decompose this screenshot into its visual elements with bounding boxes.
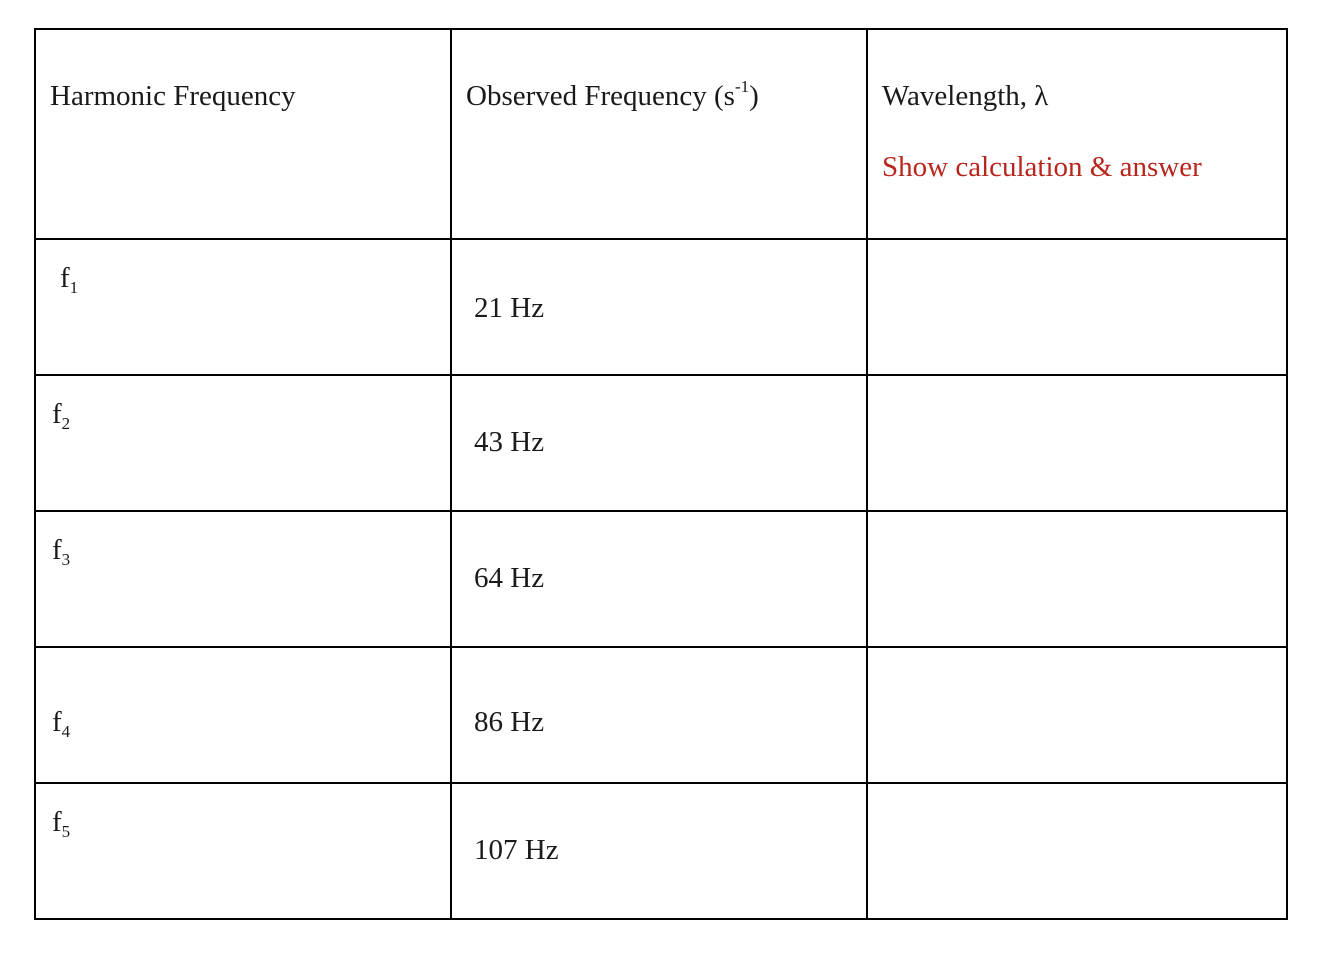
harmonic-cell <box>35 647 451 783</box>
header-row <box>35 29 1287 239</box>
observed-frequency-value: 21 Hz <box>474 292 545 324</box>
header-observed-close: ) <box>749 80 759 112</box>
table-row <box>35 783 1287 919</box>
observed-cell <box>451 783 867 919</box>
harmonic-label <box>36 648 450 741</box>
harmonic-cell <box>35 375 451 511</box>
table-row <box>35 647 1287 783</box>
harmonic-subscript: 2 <box>61 414 71 433</box>
harmonic-cell <box>35 511 451 647</box>
harmonic-subscript: 4 <box>61 722 71 741</box>
table-row <box>35 239 1287 375</box>
table-row <box>35 375 1287 511</box>
harmonic-symbol: f <box>52 398 62 430</box>
table-row <box>35 511 1287 647</box>
observed-frequency-value: 86 Hz <box>474 706 545 738</box>
wavelength-instruction: Show calculation & answer <box>882 151 1202 183</box>
wavelength-answer-cell[interactable] <box>867 647 1287 783</box>
observed-frequency-value: 64 Hz <box>474 562 545 594</box>
harmonic-label <box>36 784 450 841</box>
harmonic-symbol: f <box>52 706 62 738</box>
wavelength-answer-cell[interactable] <box>867 783 1287 919</box>
harmonic-subscript: 3 <box>61 550 71 569</box>
harmonic-label <box>36 240 450 297</box>
header-cell-observed <box>451 29 867 239</box>
observed-cell <box>451 511 867 647</box>
wavelength-answer-cell[interactable] <box>867 239 1287 375</box>
harmonic-subscript: 5 <box>61 822 71 841</box>
harmonic-cell <box>35 239 451 375</box>
observed-frequency-value: 107 Hz <box>474 834 559 866</box>
wavelength-answer-cell[interactable] <box>867 511 1287 647</box>
harmonic-cell <box>35 783 451 919</box>
harmonic-label <box>36 376 450 433</box>
header-observed-exponent: -1 <box>734 77 750 96</box>
harmonic-subscript: 1 <box>69 278 79 297</box>
header-cell-wavelength <box>867 29 1287 239</box>
header-wavelength: Wavelength, λ <box>882 80 1049 112</box>
header-harmonic-frequency: Harmonic Frequency <box>50 80 296 112</box>
observed-cell <box>451 239 867 375</box>
observed-frequency-value: 43 Hz <box>474 426 545 458</box>
harmonic-symbol: f <box>52 806 62 838</box>
harmonics-table <box>34 28 1288 920</box>
harmonic-symbol: f <box>60 262 70 294</box>
observed-cell <box>451 647 867 783</box>
observed-cell <box>451 375 867 511</box>
harmonic-symbol: f <box>52 534 62 566</box>
header-cell-harmonic <box>35 29 451 239</box>
header-observed-frequency <box>452 30 866 111</box>
header-observed-label: Observed Frequency (s <box>466 80 735 112</box>
harmonic-label <box>36 512 450 569</box>
wavelength-answer-cell[interactable] <box>867 375 1287 511</box>
